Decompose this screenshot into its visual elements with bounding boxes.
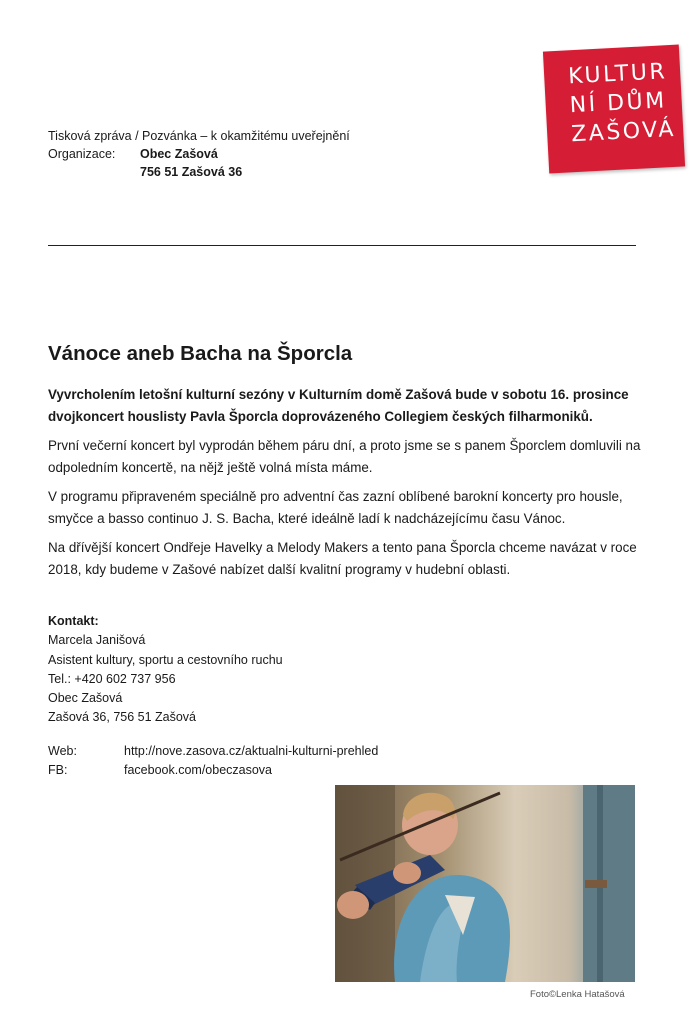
contact-phone: Tel.: +420 602 737 956 xyxy=(48,671,176,686)
contact-block xyxy=(48,612,283,728)
fb-row xyxy=(48,761,378,780)
organizer-row xyxy=(48,145,350,163)
contact-org: Obec Zašová xyxy=(48,691,123,706)
contact-heading: Kontakt: xyxy=(48,614,99,628)
article-title: Vánoce aneb Bacha na Šporcla xyxy=(48,342,353,365)
organizer-name: Obec Zašová xyxy=(140,147,218,161)
web-link[interactable]: http://nove.zasova.cz/aktualni-kulturni-prehled xyxy=(124,744,379,758)
fb-link[interactable]: facebook.com/obeczasova xyxy=(124,763,273,778)
article-paragraph: První večerní koncert byl vyprodán během páru dní, a proto jsme se s panem Šporclem domluvili na odpoledním koncertě, na nějž ještě volná místa máme. xyxy=(48,438,641,475)
violinist-illustration xyxy=(335,785,635,982)
organizer-address: 756 51 Zašová 36 xyxy=(140,165,243,179)
contact-name: Marcela Janišová xyxy=(48,633,146,648)
article-paragraph: Na dřívější koncert Ondřeje Havelky a Melody Makers a tento pana Šporcla chceme navázat v roce 2018, kdy budeme v Zašové nabízet další kvalitní programy v hudební oblasti. xyxy=(48,540,637,577)
logo-line-3: ZAŠOVÁ xyxy=(570,116,677,148)
release-type: Tisková zpráva / Pozvánka – k okamžitému uveřejnění xyxy=(48,129,350,143)
organizer-label: Organizace: xyxy=(48,147,116,161)
web-label: Web: xyxy=(48,744,77,758)
contact-role: Asistent kultury, sportu a cestovního ruchu xyxy=(48,652,283,667)
logo-text xyxy=(567,57,676,149)
logo-line-1: KULTUR xyxy=(567,59,668,90)
web-row xyxy=(48,742,378,761)
logo-line-2: NÍ DŮM xyxy=(569,88,668,119)
photo-credit: Foto©Lenka Hatašová xyxy=(530,989,625,1000)
contact-address: Zašová 36, 756 51 Zašová xyxy=(48,710,197,725)
links-block xyxy=(48,742,378,781)
article-lead: Vyvrcholením letošní kulturní sezóny v Kulturním domě Zašová bude v sobotu 16. prosince dvojkoncert houslisty Pavla Šporcla doprovázeného Collegiem českých filharmoniků. xyxy=(48,387,629,424)
press-header xyxy=(48,127,350,181)
kulturni-dum-logo xyxy=(543,45,685,174)
violinist-photo xyxy=(335,785,635,982)
article-body xyxy=(48,384,648,588)
article-paragraph: V programu připraveném speciálně pro adventní čas zazní oblíbené barokní koncerty pro housle, smyčce a basso continuo J. S. Bacha, které ideálně ladí k nadcházejícímu času Vánoc. xyxy=(48,489,623,526)
fb-label: FB: xyxy=(48,763,68,778)
header-divider xyxy=(48,245,636,246)
